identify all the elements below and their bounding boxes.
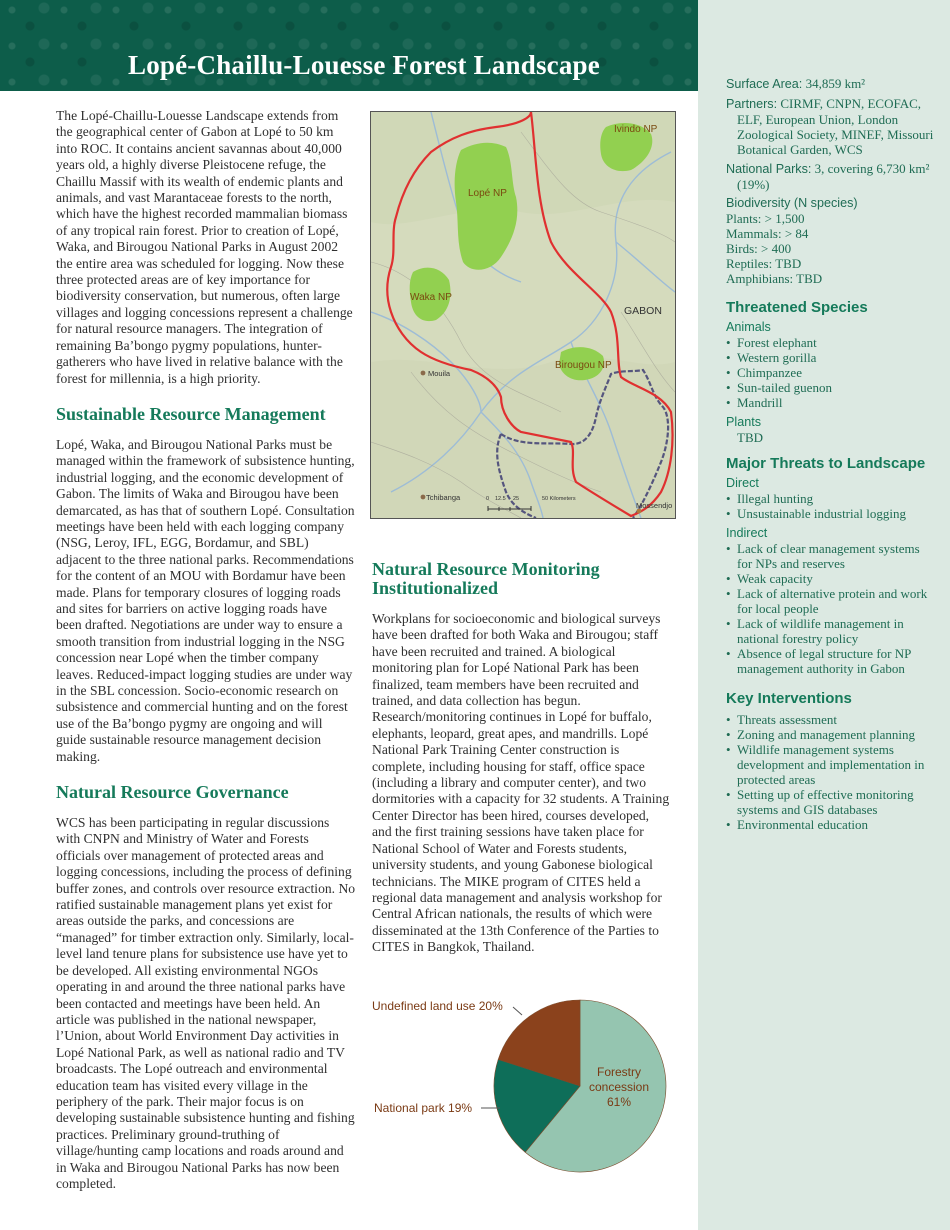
town-tchibanga-dot — [421, 495, 426, 500]
national-parks-block — [726, 161, 936, 192]
biodiversity-label: Biodiversity (N species) — [726, 196, 858, 210]
national-parks-row — [726, 161, 936, 192]
list-item: • Environmental education — [726, 817, 936, 832]
major-threats-block — [726, 456, 936, 676]
list-item: • Lack of wildlife management in national forestry policy — [726, 616, 936, 646]
land-use-pie-chart — [370, 990, 680, 1190]
key-interventions-block — [726, 691, 936, 832]
key-interventions-heading: Key Interventions — [726, 690, 852, 707]
scale-label-25: 25 — [513, 496, 520, 502]
surface-area-label: Surface Area: — [726, 77, 803, 91]
list-item: • Western gorilla — [726, 350, 936, 365]
label-waka-np: Waka NP — [410, 292, 452, 303]
map-svg — [371, 112, 675, 518]
pie-label-forestry-line2: concession — [588, 1080, 650, 1094]
plants-label: Plants — [726, 415, 762, 429]
list-item: • Zoning and management planning — [726, 727, 936, 742]
pie-label-national-park: National park 19% — [374, 1101, 473, 1115]
pie-label-forestry-line1: Forestry — [596, 1065, 642, 1079]
plants-value: TBD — [737, 430, 763, 445]
direct-label: Direct — [726, 476, 759, 490]
landscape-map — [370, 111, 676, 519]
bio-plants: Plants: > 1,500 — [726, 211, 805, 226]
heading-natural-resource-governance: Natural Resource Governance — [56, 782, 289, 803]
pie-leader-undefined — [513, 1007, 522, 1015]
nrm-paragraph: Workplans for socioeconomic and biological surveys have been drafted for both Waka and Birougou; staff have been recruited and trained. A biological monitoring plan for Lopé National Park has been finalized, team members have been recruited and trained, and data collection has begun. Research/monitoring continues in Lopé for buffalo, elephants, leopard, great apes, and mandrills. Lopé National Park Training Center construction is complete, including housing for staff, office space (including a library and computer center), and two dormitories with a capacity for 32 students. A Training Center Director has been hired, courses developed, and the first training sessions have taken place for National School of Water and Forests students, university students, and young Gabonese biological technicians. The MIKE program of CITES held a regional data management and analysis workshop for Central African nationals, the results of which were disseminated at the 13th Conference of the Parties to CITES in Bangkok, Thailand. — [372, 611, 670, 955]
list-item: • Absence of legal structure for NP management authority in Gabon — [726, 646, 936, 676]
label-ivindo-np: Ivindo NP — [614, 124, 658, 135]
national-parks-label: National Parks: — [726, 162, 812, 176]
list-item: • Sun-tailed guenon — [726, 380, 936, 395]
partners-row — [726, 96, 936, 157]
partners-block — [726, 96, 936, 157]
major-threats-heading: Major Threats to Landscape — [726, 455, 926, 472]
threatened-species-heading: Threatened Species — [726, 299, 868, 316]
direct-threats-list — [726, 491, 936, 521]
pie-svg — [370, 990, 680, 1190]
page-title: Lopé-Chaillu-Louesse Forest Landscape — [128, 50, 600, 80]
label-mossendjo: Mossendjo — [636, 501, 673, 510]
pie-label-undefined-land-use: Undefined land use 20% — [372, 999, 503, 1013]
scale-label-12-5: 12.5 — [495, 496, 506, 502]
list-item: • Wildlife management systems development and implementation in protected areas — [726, 742, 936, 787]
srm-paragraph: Lopé, Waka, and Birougou National Parks must be managed within the framework of subsistence hunting, industrial logging, and the economic development of Gabon. The limits of Waka and Birougou have been demarcated, as has that of southern Lopé. Consultation meetings have been held with each logging company (NSG, Leroy, IFL, EGG, Bordamur, and SBL) adjacent to the three national parks. Recommendations for the content of an MOU with Bordamur have been made. Plans for temporary closures of logging roads and sites for barriers on active logging roads have been drafted. Negotiations are under way to ensure a smooth transition from industrial logging in the NSG concession near Lopé when the timber company leaves. Reduced-impact logging studies are under way in the SBL concession. Socio-economic research on subsistence and commercial hunting and on the forest use of the Ba’bongo pygmy are ongoing and will guide sustainable resource management decision making. — [56, 436, 355, 764]
list-item: • Lack of alternative protein and work for local people — [726, 586, 936, 616]
indirect-threats-list — [726, 541, 936, 676]
interventions-list — [726, 712, 936, 832]
threatened-species-block — [726, 300, 936, 445]
list-item: • Forest elephant — [726, 335, 936, 350]
list-item: • Weak capacity — [726, 571, 936, 586]
scale-label-50-km: 50 Kilometers — [542, 496, 576, 502]
heading-natural-resource-monitoring: Natural Resource Monitoring Institutionalized — [372, 559, 600, 598]
indirect-label: Indirect — [726, 526, 768, 540]
list-item: • Threats assessment — [726, 712, 936, 727]
list-item: • Mandrill — [726, 395, 936, 410]
list-item: • Unsustainable industrial logging — [726, 506, 936, 521]
surface-area-value: 34,859 km² — [805, 76, 866, 91]
town-mouila-dot — [421, 371, 426, 376]
list-item: • Chimpanzee — [726, 365, 936, 380]
bio-mammals: Mammals: > 84 — [726, 226, 809, 241]
header-band — [0, 0, 698, 91]
biodiversity-block — [726, 196, 936, 286]
national-parks-value: 3, covering 6,730 km² (19%) — [737, 161, 930, 192]
bio-birds: Birds: > 400 — [726, 241, 792, 256]
middle-column — [372, 560, 672, 956]
list-item: • Setting up of effective monitoring systems and GIS databases — [726, 787, 936, 817]
intro-paragraph: The Lopé-Chaillu-Louesse Landscape extends from the geographical center of Gabon at Lopé to 50 km into ROC. It contains ancient savannas about 40,000 years old, a highly diverse Pleistocene refuge, the Chaillu Massif with its wealth of endemic plants and animals, and vast Marantaceae forests to the north, which have the highest recorded mammalian biomass of any tropical rain forest. Prior to creation of Lopé, Waka, and Birougou National Parks in August 2002 the entire area was scheduled for logging. Now these three protected areas are of key importance for biodiversity conservation, but numerous, often large villages and logging concessions represent a challenge for natural resource managers. The integration of remaining Ba’bongo pygmy populations, hunter-gatherers who have lived in relative balance with the forest for millennia, is a high priority. — [56, 108, 353, 386]
bio-amphibians: Amphibians: TBD — [726, 271, 823, 286]
nrg-paragraph: WCS has been participating in regular discussions with CNPN and Ministry of Water and Forests officials over management of protected areas and logging concessions, including the process of defining buffer zones, and controls over resource extraction. No ratified sustainable management plans yet exist for areas outside the parks, and concessions are “managed” for timber extraction only. Similarly, local-level land tenure plans for subsistence use have yet to be developed. All existing environmental NGOs operating in and around the three national parks have been contacted and meetings have been held. An article was published in the national newspaper, l’Union, about World Environment Day activities in Lopé National Park, as well as national radio and TV broadcasts. The Lopé outreach and environmental education team has visited every village in the periphery of the park. Their major focus is on developing sustainable subsistence hunting and fishing practices. Preliminary ground-truthing of village/hunting camp locations and roads around and in Waka and Birougou National Parks has now been completed. — [56, 815, 356, 1191]
partners-value: CIRMF, CNPN, ECOFAC, ELF, European Union, London Zoological Society, MINEF, Missouri Botanical Garden, WCS — [737, 96, 934, 157]
surface-area-block — [726, 76, 936, 92]
pie-label-forestry-line3: 61% — [606, 1095, 632, 1109]
label-tchibanga: Tchibanga — [426, 493, 461, 502]
label-birougou-np: Birougou NP — [555, 360, 612, 371]
list-item: • Illegal hunting — [726, 491, 936, 506]
partners-label: Partners: — [726, 97, 778, 111]
left-column — [56, 108, 356, 1192]
heading-sustainable-resource-management: Sustainable Resource Management — [56, 403, 326, 424]
label-gabon: GABON — [624, 305, 662, 317]
label-lope-np: Lopé NP — [468, 188, 507, 199]
bio-reptiles: Reptiles: TBD — [726, 256, 802, 271]
animals-label: Animals — [726, 320, 771, 334]
scale-label-zero: 0 — [486, 496, 490, 502]
label-mouila: Mouila — [428, 369, 451, 378]
list-item: • Lack of clear management systems for NPs and reserves — [726, 541, 936, 571]
animals-list — [726, 335, 936, 410]
